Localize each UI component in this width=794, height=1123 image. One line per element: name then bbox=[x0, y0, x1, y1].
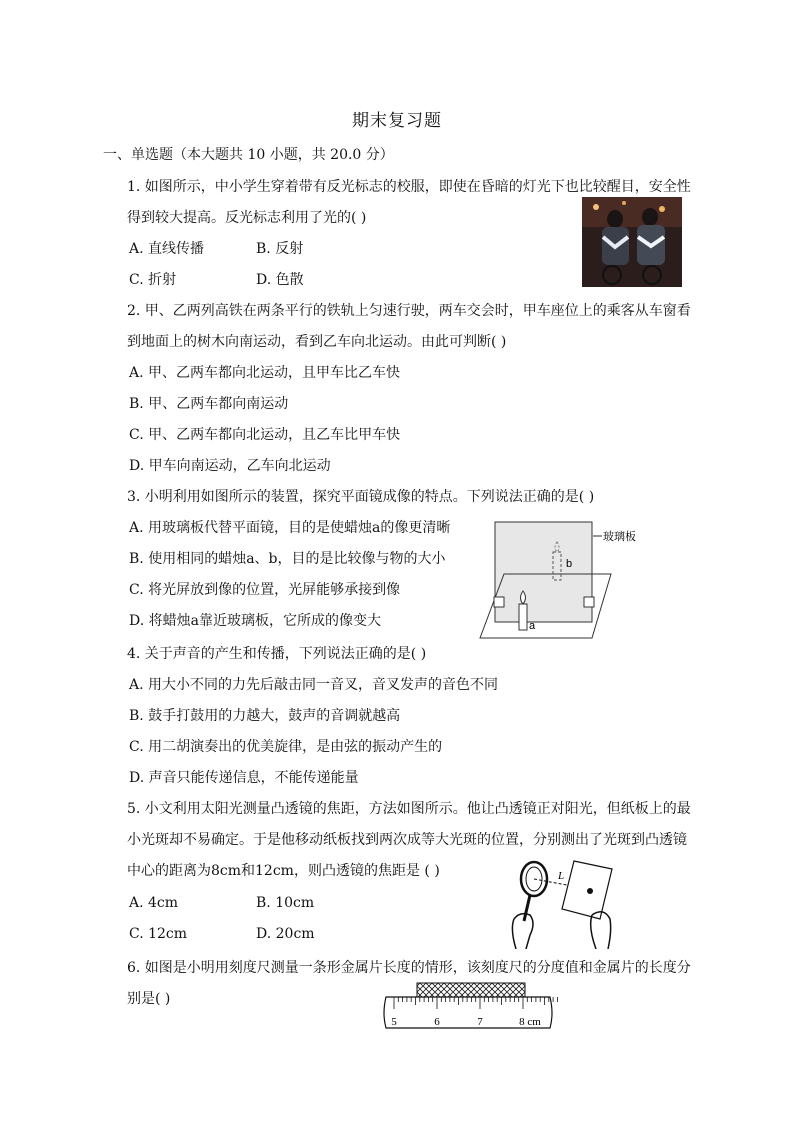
q2-option-d: D. 甲车向南运动，乙车向北运动 bbox=[129, 458, 331, 474]
street-light bbox=[593, 204, 599, 210]
support-block-left bbox=[494, 597, 504, 607]
q2-stem-line1: 2. 甲、乙两列高铁在两条平行的铁轨上匀速行驶，两车交会时，甲车座位上的乘客从车窗看 bbox=[127, 303, 691, 319]
q1-option-b: B. 反射 bbox=[256, 241, 304, 257]
candle-a bbox=[519, 604, 527, 630]
q3-option-c: C. 将光屏放到像的位置，光屏能够承接到像 bbox=[129, 582, 401, 598]
q1-stem-line1: 1. 如图所示，中小学生穿着带有反光标志的校服，即使在昏暗的灯光下也比较醒目，安全性 bbox=[127, 179, 691, 195]
candle-a-flame bbox=[521, 591, 526, 604]
q5-option-c: C. 12cm bbox=[129, 926, 188, 942]
q1-option-a: A. 直线传播 bbox=[129, 241, 205, 257]
street-light bbox=[622, 201, 626, 205]
q1-stem-line2: 得到较大提高。反光标志利用了光的( ) bbox=[127, 210, 367, 226]
candle-b-label: b bbox=[566, 558, 573, 570]
q1-option-d: D. 色散 bbox=[256, 272, 304, 288]
q6-ruler-figure bbox=[378, 980, 558, 1032]
q5-stem-line1: 5. 小文利用太阳光测量凸透镜的焦距，方法如图所示。他让凸透镜正对阳光，但纸板上的最 bbox=[127, 801, 691, 817]
glass-plate-label: 玻璃板 bbox=[603, 531, 636, 543]
glass-plate bbox=[495, 522, 592, 622]
paper-card bbox=[562, 861, 612, 919]
q3-option-a: A. 用玻璃板代替平面镜，目的是使蜡烛a的像更清晰 bbox=[129, 520, 451, 536]
ruler-label-8cm: 8 cm bbox=[519, 1016, 541, 1028]
q3-option-d: D. 将蜡烛a靠近玻璃板，它所成的像变大 bbox=[129, 613, 381, 629]
q4-option-b: B. 鼓手打鼓用的力越大，鼓声的音调就越高 bbox=[129, 708, 401, 724]
left-hand bbox=[512, 914, 533, 949]
ruler-label-5: 5 bbox=[391, 1016, 397, 1028]
lens-handle bbox=[524, 895, 530, 921]
light-spot bbox=[587, 888, 593, 894]
q2-stem-line2: 到地面上的树木向南运动，看到乙车向北运动。由此可判断( ) bbox=[127, 334, 507, 350]
candle-a-label: a bbox=[529, 620, 536, 632]
q5-option-b: B. 10cm bbox=[256, 895, 315, 911]
support-block-right bbox=[584, 597, 594, 607]
q5-stem-line2: 小光斑却不易确定。于是他移动纸板找到两次成等大光斑的位置，分别测出了光斑到凸透镜 bbox=[127, 832, 687, 848]
q3-stem-line1: 3. 小明利用如图所示的装置，探究平面镜成像的特点。下列说法正确的是( ) bbox=[127, 489, 595, 505]
q2-option-c: C. 甲、乙两车都向北运动，且乙车比甲车快 bbox=[129, 427, 401, 443]
q3-plane-mirror-setup-figure bbox=[478, 518, 648, 640]
distance-label-L: L bbox=[558, 870, 565, 882]
q6-stem-line1: 6. 如图是小明用刻度尺测量一条形金属片长度的情形，该刻度尺的分度值和金属片的长度分 bbox=[127, 960, 691, 976]
q4-option-d: D. 声音只能传递信息，不能传递能量 bbox=[129, 770, 359, 786]
q2-option-a: A. 甲、乙两车都向北运动，且甲车比乙车快 bbox=[129, 365, 401, 381]
q2-option-b: B. 甲、乙两车都向南运动 bbox=[129, 396, 289, 412]
q4-option-a: A. 用大小不同的力先后敲击同一音叉，音叉发声的音色不同 bbox=[129, 677, 499, 693]
page-title: 期末复习题 bbox=[352, 111, 442, 131]
q5-lens-focal-figure bbox=[500, 857, 626, 949]
q6-stem-line2: 别是( ) bbox=[127, 991, 171, 1007]
q5-stem-line3: 中心的距离为8cm和12cm，则凸透镜的焦距是 ( ) bbox=[127, 863, 440, 879]
q4-stem-line1: 4. 关于声音的产生和传播，下列说法正确的是( ) bbox=[127, 646, 427, 662]
ruler-label-7: 7 bbox=[477, 1016, 483, 1028]
street-light bbox=[659, 206, 665, 212]
ruler-label-6: 6 bbox=[434, 1016, 440, 1028]
q5-option-d: D. 20cm bbox=[256, 926, 315, 942]
q1-reflective-uniform-photo bbox=[582, 197, 682, 287]
section-heading: 一、单选题（本大题共 10 小题，共 20.0 分） bbox=[103, 147, 394, 163]
q3-option-b: B. 使用相同的蜡烛a、b，目的是比较像与物的大小 bbox=[129, 551, 446, 567]
q1-option-c: C. 折射 bbox=[129, 272, 177, 288]
metal-strip bbox=[417, 983, 525, 997]
q5-option-a: A. 4cm bbox=[129, 895, 179, 911]
q4-option-c: C. 用二胡演奏出的优美旋律，是由弦的振动产生的 bbox=[129, 739, 443, 755]
